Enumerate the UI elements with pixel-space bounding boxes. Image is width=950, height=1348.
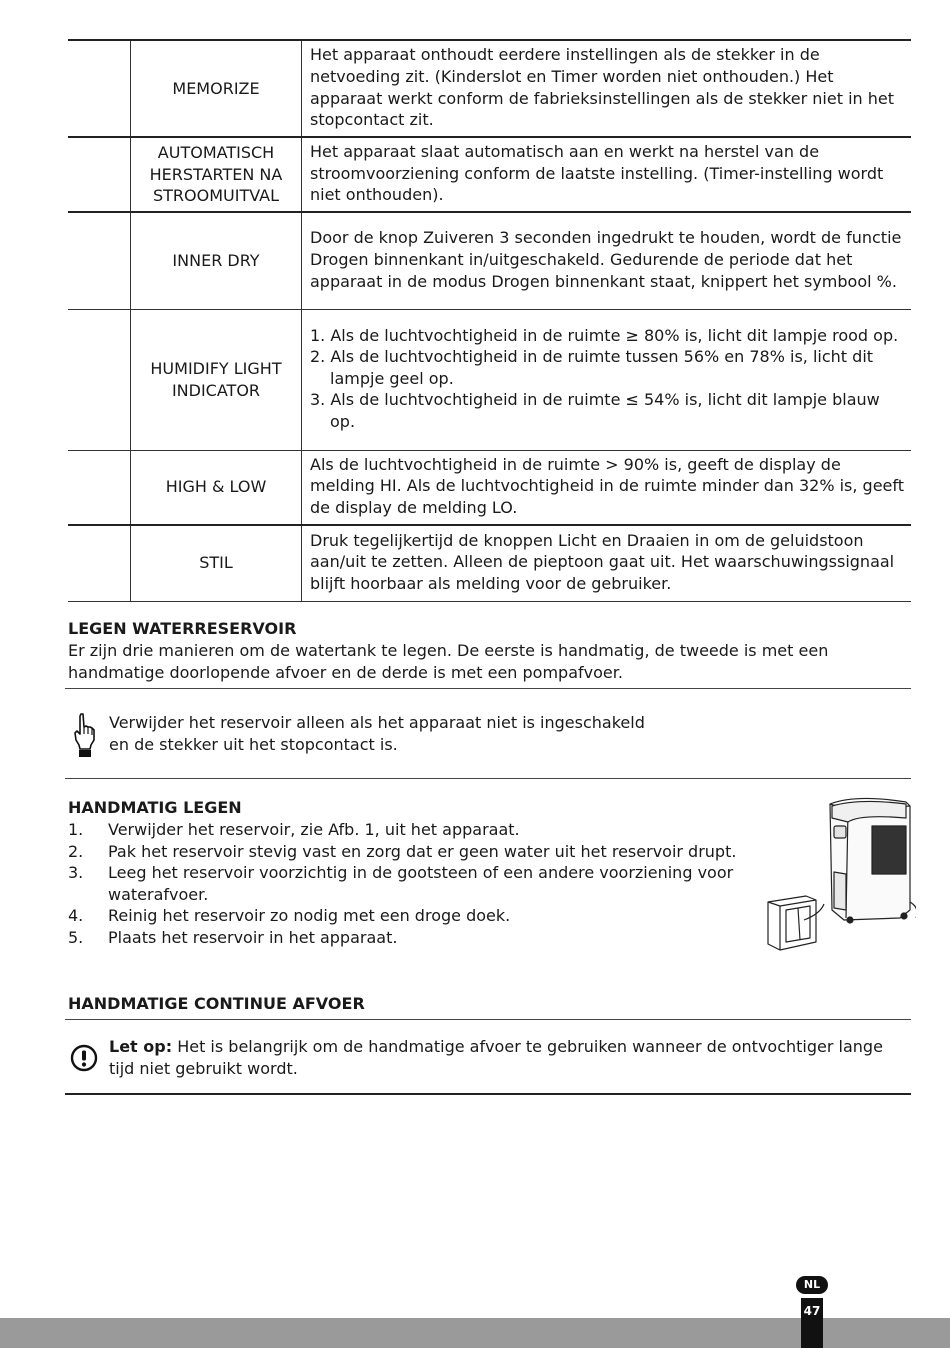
page-number: 47 xyxy=(803,1304,821,1318)
feature-description: Als de luchtvochtigheid in de ruimte > 90% is, geeft de display de melding HI. Als de luchtvochtigheid in de ruimte minder dan 32% is, geeft de display de melding LO. xyxy=(310,454,905,518)
feature-description: Het apparaat onthoudt eerdere instellingen als de stekker in de netvoeding zit. (Kinderslot en Timer worden niet onthouden.) Het apparaat werkt conform de fabrieksinstellingen als de stekker niet in het stopcontact zit. xyxy=(310,45,895,130)
feature-name: STIL xyxy=(131,525,302,601)
table-row xyxy=(68,40,911,137)
list-item: 2. Als de luchtvochtigheid in de ruimte tussen 56% en 78% is, licht dit lampje geel op. xyxy=(310,347,874,388)
list-item: 4. Reinig het reservoir zo nodig met een droge doek. xyxy=(68,906,511,926)
feature-name: INNER DRY xyxy=(131,212,302,309)
page-number-tab xyxy=(801,1298,823,1348)
feature-name: HIGH & LOW xyxy=(131,450,302,525)
feature-description: Het apparaat slaat automatisch aan en werkt na herstel van de stroomvoorziening conform de laatste instelling. (Timer-instelling wordt niet onthouden). xyxy=(310,142,884,205)
note-line: en de stekker uit het stopcontact is. xyxy=(109,735,398,754)
feature-name: HUMIDIFY LIGHT INDICATOR xyxy=(131,309,302,450)
exclamation-circle-icon xyxy=(70,1044,98,1072)
section-heading-handmatig: HANDMATIG LEGEN xyxy=(68,798,242,817)
table-row xyxy=(68,450,911,525)
language-badge: NL xyxy=(796,1276,828,1294)
table-row xyxy=(68,525,911,601)
divider xyxy=(65,688,911,689)
list-item: 5. Plaats het reservoir in het apparaat. xyxy=(68,927,398,947)
note-line: Verwijder het reservoir alleen als het apparaat niet is ingeschakeld xyxy=(109,713,645,732)
section-text-legen: Er zijn drie manieren om de watertank te legen. De eerste is handmatig, de tweede is met een handmatige doorlopende afvoer en de derde is met een pompafvoer. xyxy=(68,641,829,682)
list-item: 1. Verwijder het reservoir, zie Afb. 1, uit het apparaat. xyxy=(68,820,520,839)
list-item: 3. Als de luchtvochtigheid in de ruimte ≤ 54% is, licht dit lampje blauw op. xyxy=(310,390,880,431)
feature-name: MEMORIZE xyxy=(131,40,302,137)
list-item: 2. Pak het reservoir stevig vast en zorg dat er geen water uit het reservoir drupt. xyxy=(68,841,737,861)
table-row xyxy=(68,212,911,309)
divider xyxy=(65,1019,911,1020)
table-row xyxy=(68,309,911,450)
table-row xyxy=(68,137,911,212)
feature-table xyxy=(68,39,911,602)
hand-pointing-icon xyxy=(72,712,98,758)
feature-description: Door de knop Zuiveren 3 seconden ingedrukt te houden, wordt de functie Drogen binnenkant in/uitgeschakeld. Gedurende de periode dat het apparaat in de modus Drogen binnenkant staat, knippert het symbool %. xyxy=(310,228,902,291)
section-heading-legen: LEGEN WATERRESERVOIR xyxy=(68,619,297,638)
feature-name: AUTOMATISCH HERSTARTEN NA STROOMUITVAL xyxy=(131,137,302,212)
humidity-list xyxy=(310,325,905,433)
divider xyxy=(65,778,911,779)
divider xyxy=(65,1093,911,1095)
list-item: 3. Leeg het reservoir voorzichtig in de gootsteen of een andere voorziening voor waterafvoer. xyxy=(68,863,734,904)
dehumidifier-illustration xyxy=(760,792,916,962)
list-item: 1. Als de luchtvochtigheid in de ruimte ≥ 80% is, licht dit lampje rood op. xyxy=(310,325,899,345)
feature-description xyxy=(302,309,912,450)
section-heading-continue: HANDMATIGE CONTINUE AFVOER xyxy=(68,994,365,1013)
feature-description: Druk tegelijkertijd de knoppen Licht en Draaien in om de geluidstoon aan/uit te zetten. Alleen de pieptoon gaat uit. Het waarschuwingssignaal blijft hoorbaar als melding voor de gebruiker. xyxy=(310,530,895,594)
steps-list xyxy=(68,819,738,949)
warning-note: Let op: Het is belangrijk om de handmatige afvoer te gebruiken wanneer de ontvochtiger lange tijd niet gebruikt wordt. xyxy=(109,1037,883,1078)
